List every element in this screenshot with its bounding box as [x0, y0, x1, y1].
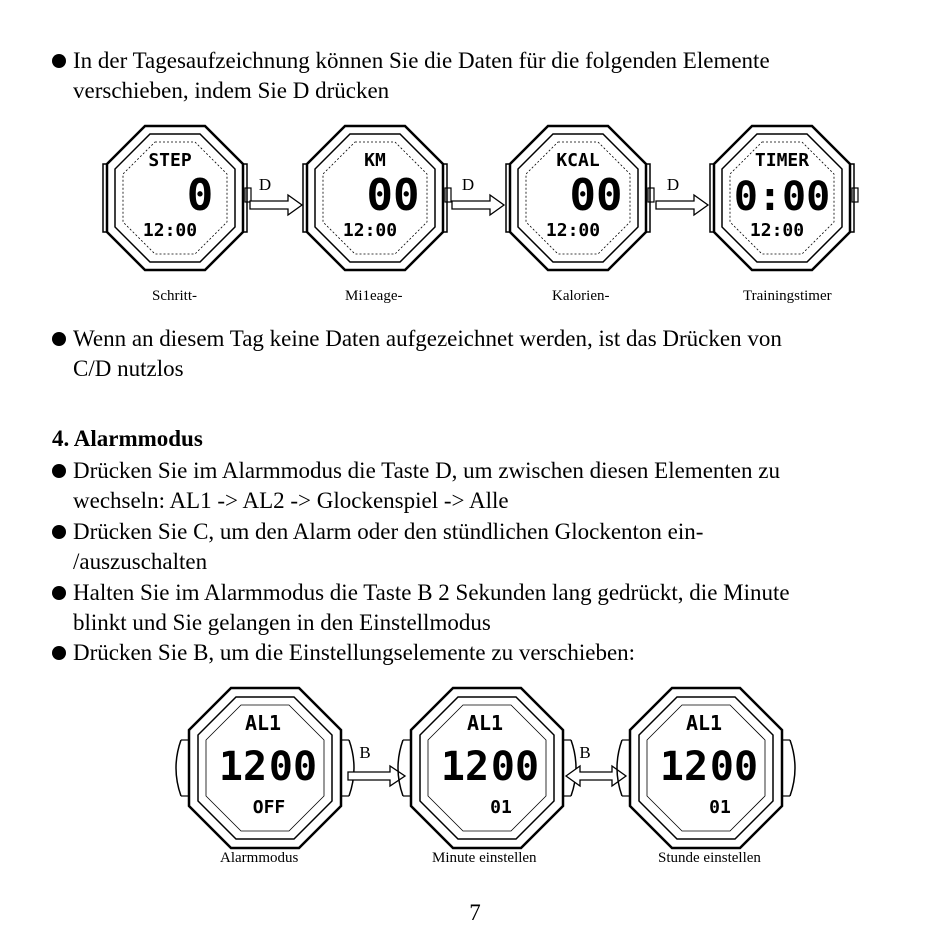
watch-hour-set: [617, 688, 795, 848]
caption-mileage: Mi1eage-: [345, 288, 403, 304]
bullet-text: blinkt und Sie gelangen in den Einstellmodus: [73, 610, 491, 635]
bullet-dot: [52, 586, 66, 600]
bullet-dot: [52, 525, 66, 539]
page-number: 7: [469, 900, 481, 925]
lcd-bottom: 01: [709, 797, 731, 818]
caption-calories: Kalorien-: [552, 288, 610, 304]
lcd-hour: 12: [218, 744, 268, 790]
arrow-d-2: [452, 175, 504, 215]
lcd-main: 00: [366, 170, 420, 221]
bullet-text: Drücken Sie im Alarmmodus die Taste D, um zwischen diesen Elementen zu: [73, 458, 780, 483]
arrow-label: B: [579, 743, 591, 762]
lcd-hour: 12: [440, 744, 490, 790]
caption-alarm-mode: Alarmmodus: [220, 850, 299, 866]
lcd-title: AL1: [466, 711, 504, 735]
lcd-title: AL1: [685, 711, 723, 735]
bullet-text: Drücken Sie B, um die Einstellungselemente zu verschieben:: [73, 640, 636, 665]
watch-diagram-row-1: [0, 118, 950, 298]
caption-minute-set: Minute einstellen: [432, 850, 537, 866]
lcd-bottom: 01: [490, 797, 512, 818]
bullet-alarm-toggle: [52, 517, 902, 577]
watch-diagram-row-2: [0, 686, 950, 856]
arrow-label: D: [461, 175, 475, 194]
arrow-label: B: [359, 743, 371, 762]
arrow-b-1: [348, 743, 405, 786]
watch-km: [303, 126, 451, 270]
bullet-no-data: [52, 324, 902, 384]
arrow-label: D: [666, 175, 680, 194]
watch-timer: [710, 126, 858, 270]
bullet-dot: [52, 54, 66, 68]
bullet-text: /auszuschalten: [73, 549, 208, 574]
watch-kcal: [506, 126, 654, 270]
lcd-main: 0:00: [733, 174, 831, 220]
bullet-daily-record: [52, 46, 902, 106]
bullet-text: Halten Sie im Alarmmodus die Taste B 2 Sekunden lang gedrückt, die Minute: [73, 580, 790, 605]
watch-step: [103, 126, 251, 270]
bullet-dot: [52, 332, 66, 346]
bullet-text: C/D nutzlos: [73, 356, 184, 381]
lcd-time: 12:00: [342, 220, 398, 241]
lcd-title: KCAL: [556, 150, 600, 171]
arrow-d-3: [656, 175, 708, 215]
lcd-time: 12:00: [749, 220, 805, 241]
lcd-hour: 12: [659, 744, 709, 790]
lcd-time: 12:00: [142, 220, 198, 241]
bullet-text: wechseln: AL1 -> AL2 -> Glockenspiel -> Alle: [73, 488, 509, 513]
bullet-alarm-settings: [52, 578, 902, 638]
lcd-minute: 00: [490, 744, 540, 790]
bullet-alarm-switch: [52, 456, 902, 516]
bullet-text: In der Tagesaufzeichnung können Sie die Daten für die folgenden Elemente: [73, 48, 770, 73]
bullet-dot: [52, 646, 66, 660]
bullet-text: verschieben, indem Sie D drücken: [73, 78, 390, 103]
arrow-label: D: [258, 175, 272, 194]
lcd-minute: 00: [268, 744, 318, 790]
lcd-time: 12:00: [545, 220, 601, 241]
arrow-d-1: [250, 175, 302, 215]
lcd-title: AL1: [244, 711, 282, 735]
lcd-minute: 00: [709, 744, 759, 790]
lcd-main: 0: [186, 170, 214, 221]
lcd-bottom: OFF: [252, 797, 286, 818]
watch-alarm-mode: [176, 688, 354, 848]
caption-timer: Trainingstimer: [743, 288, 832, 304]
section-heading: 4. Alarmmodus: [52, 426, 203, 451]
bullet-alarm-shift: [52, 638, 902, 668]
caption-hour-set: Stunde einstellen: [658, 850, 761, 866]
lcd-title: KM: [364, 150, 386, 171]
lcd-main: 00: [569, 170, 623, 221]
bullet-text: Wenn an diesem Tag keine Daten aufgezeichnet werden, ist das Drücken von: [73, 326, 782, 351]
caption-step: Schritt-: [152, 288, 197, 304]
bullet-dot: [52, 464, 66, 478]
lcd-title: STEP: [148, 150, 192, 171]
lcd-title: TIMER: [754, 150, 810, 171]
bullet-text: Drücken Sie C, um den Alarm oder den stündlichen Glockenton ein-: [73, 519, 704, 544]
watch-minute-set: [398, 688, 576, 848]
